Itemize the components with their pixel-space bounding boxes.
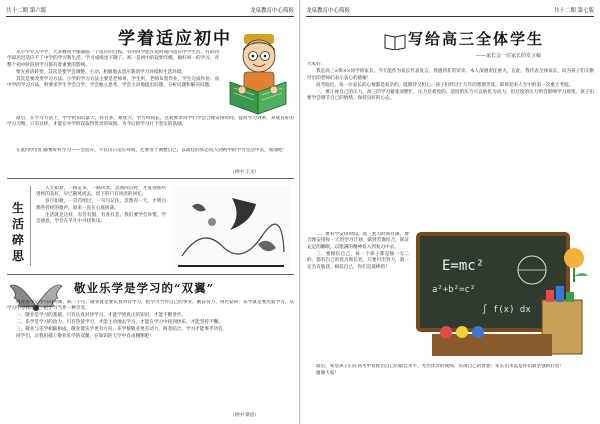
svg-text:∫ f(x) dx: ∫ f(x) dx [482,305,531,315]
article1-paragraph-2: 要先看清转变，其次是要学会调整，主动、积极地去适应新的学习环境和生活环境。 [16,69,186,75]
right-paragraph-3: 一、要正视自己的压力。高三的学习紧张而繁忙，压力是难免的。适度的压力可以转化为动力，但过度的压力则会影响学习效果。孩子们要学会调节自己的情绪，保持良好的心态。 [307,89,594,102]
article1-closing [7,148,294,168]
right-article-body-left-col [307,232,409,362]
right-article-title: 写给高三全体学生 [408,30,545,48]
right-paragraph-2: 高考临近，每一位家长的心情都是复杂的，既期待又担心。孩子们经过十几年的寒窗苦读，即将迎来人生中的第一次重大考验。 [316,82,574,88]
section-divider [7,178,294,179]
left-issue-label: 共十二期 第六版 [6,8,47,14]
right-paragraph-5: 三、要相信自己。每一个孩子都是独一无二的，都有自己的优点和长处。只要付出努力，就一定会有收获。相信自己，你们是最棒的！ [307,251,409,270]
article2-body [7,300,294,412]
right-paragraph-4: 二、要科学安排时间。高三复习时间有限，要合理安排每一天的学习计划，做到劳逸结合，保证充足的睡眠，以饱满的精神投入到复习中去。 [307,232,409,250]
right-article-body-top [307,62,594,232]
article1-paragraph-4: 最后，在学习方法上，中学的知识量大，科目多，难度大，学习时间长，这就要求同学们学会合理安排时间，提高学习效率，养成良好的学习习惯。只有这样，才能在中学阶段取得优异的成绩，为今后的学习打下坚实的基础。 [7,116,294,128]
article2-title: 敬业乐学是学习的“双翼” [74,281,215,295]
article2-paragraph-5: 同学们，让我们插上敬业乐学的双翼，在知识的天空中自由翱翔吧！ [16,334,154,340]
book-icon [384,32,406,50]
article1-intro-body [7,50,219,116]
right-paragraph-7: 谢谢大家！ [316,370,339,376]
right-paragraph-1: 我是高三×班××同学的家长，今天能作为家长代表发言，我感到非常荣幸。本人深感责任重大，在此，我代表全体家长，向为孩子们辛勤付出的老师们表示衷心的感谢！ [307,69,594,81]
article2-paragraph-2: 一、敬业是学习的基础。只有认真对待学习，才能学到真正的知识，才能不断进步。 [16,313,186,319]
chalkboard-illustration-icon [412,230,594,362]
article2-author: （初中 梁思） [230,413,260,418]
right-issue-label: 共十二期 第七版 [553,8,594,14]
ink-painting-icon [172,186,290,270]
svg-text:E=mc²: E=mc² [442,258,485,274]
left-newsletter-name: 龙泉教育中心简报 [249,8,294,14]
side-paragraph-1: 人生如梦，一路走来，一路风景，忽然回首时，才发现那些曾经的美好，早已随风而去，留下的只有淡淡的回忆。 [36,186,166,198]
article2-paragraph-1: 敬业乐学是学习的两翼，缺一不可。敬业就是要认真对待学习，把学习当作自己的事业，勤奋努力、刻苦钻研；乐学就是要热爱学习，从学习中寻找乐趣，把学习当作一种享受。 [7,300,294,312]
right-paragraph-6: 最后，希望孩子们在高考中发挥出自己的最佳水平，考出优异的成绩，实现自己的梦想！家长们永远是你们最坚强的后盾！ [316,364,565,369]
side-paragraph-2: 岁月如歌，一首首唱过，一句句记住，忽然有一天，才明白那些曾经的歌声，原来一直在心底回荡。 [36,199,166,211]
article1-author: （初中 王文） [230,170,260,175]
left-page-header [6,4,294,17]
left-article-title: 学着适应初中 [118,29,232,49]
greeting: 大家好： [307,62,326,67]
right-newsletter-name: 龙泉教育中心简报 [306,8,351,14]
article1-paragraph-1: 从小学升入中学，大多数同学都面临一个适应的过程。有的同学能在短时间内适应中学生活，有的同学却迟迟适应不了中学的学习和生活，学习成绩也下降了。初一是初中的起始年级，搞好初一的学习，对整个初中阶段的学习都有着重要的影响。 [7,50,219,68]
right-page-header [306,4,594,17]
svg-text:a²+b²=c²: a²+b²=c² [432,285,476,295]
side-column-line [30,186,31,266]
side-column-body [36,186,166,266]
article1-body-continued [7,116,294,146]
article2-paragraph-4: 三、敬业与乐学相辅相成。敬业使乐学更有方向，乐学使敬业更有动力，两者结合，学习才能事半功倍。 [16,327,228,333]
right-article-subtitle: ——家长会一位家长的发言稿 [476,53,542,59]
article1-paragraph-3: 其次是要改变学习方法。小学的学习方法主要是老师讲、学生听，老师布置作业，学生完成作业；而中学的学习方法，则要求学生学会自学，学会独立思考，学会主动地提出问题、分析问题和解决问题。 [7,76,219,89]
side-paragraph-3: 生活就是这样，有苦有甜，有喜有悲，我们要学会珍惜，学会感恩，学会在平凡中寻找快乐。 [36,212,166,225]
side-column-title: 生活碎思 [11,201,24,263]
article2-paragraph-3: 二、乐学是学习的动力。只有热爱学习，才能主动地去学习，才能在学习中找到快乐，才能坚持不懈。 [16,320,223,326]
right-page [300,0,600,424]
right-article-body-bottom [307,364,594,420]
section-divider-2 [7,274,294,275]
boy-reading-icon [222,32,294,118]
article1-closing-paragraph: 在此同学们们都要好好学习——会适应，不仅仅只适应环境，还要善于调整自己，以最佳的状态投入到初中的学习生活中去，加油吧！ [16,148,288,153]
